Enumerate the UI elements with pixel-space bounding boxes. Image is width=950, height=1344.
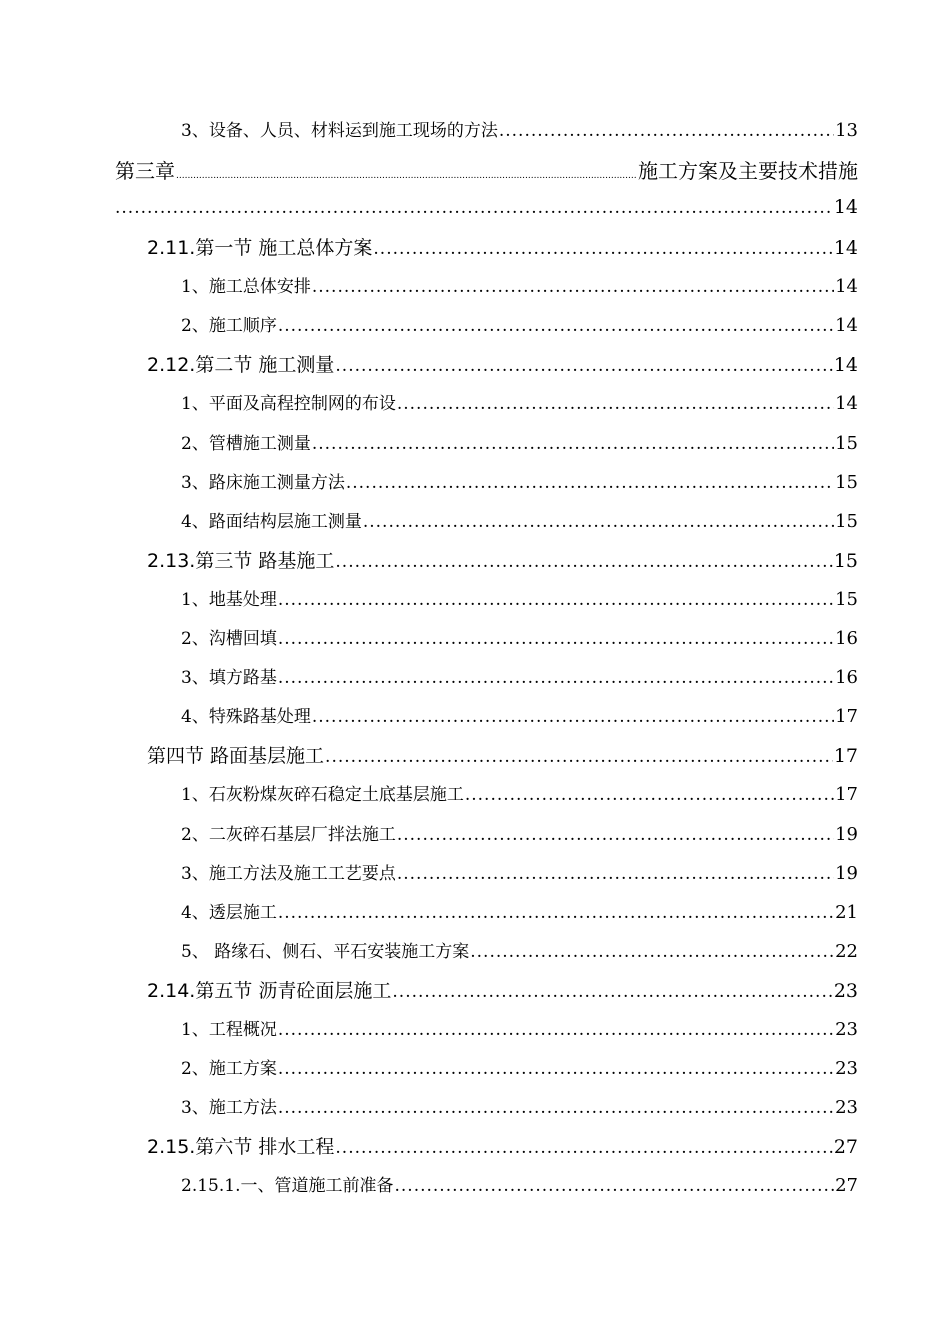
toc-entry[interactable] bbox=[181, 1015, 858, 1040]
dot-leader bbox=[373, 239, 832, 259]
toc-section-entry[interactable] bbox=[147, 546, 858, 573]
toc-page-number: 23 bbox=[835, 1097, 858, 1119]
toc-entry-text: 1、工程概况 bbox=[181, 1020, 277, 1040]
toc-chapter-entry[interactable] bbox=[115, 155, 858, 218]
toc-entry-text: 4、透层施工 bbox=[181, 902, 277, 923]
section-number: 2.15. bbox=[147, 1136, 196, 1159]
toc-entry-text: 2、沟槽回填 bbox=[181, 629, 277, 649]
toc-page-number: 14 bbox=[833, 237, 858, 259]
dot-leader bbox=[363, 512, 834, 532]
dot-leader bbox=[335, 552, 832, 572]
toc-entry-text: 1、地基处理 bbox=[181, 589, 277, 610]
toc-entry-text: 3、路床施工测量方法 bbox=[181, 472, 345, 493]
dot-leader bbox=[394, 1176, 834, 1196]
toc-entry-text: 第三节 路基施工 bbox=[195, 549, 335, 572]
toc-entry[interactable] bbox=[181, 937, 858, 962]
dot-leader bbox=[397, 394, 834, 414]
toc-entry-text: 4、路面结构层施工测量 bbox=[181, 511, 362, 532]
toc-entry-text: 一、管道施工前准备 bbox=[240, 1176, 394, 1197]
dot-leader bbox=[278, 629, 834, 649]
toc-entry-text: 3、填方路基 bbox=[181, 668, 277, 689]
dot-leader bbox=[278, 316, 834, 336]
toc-page-number: 14 bbox=[833, 354, 858, 377]
toc-entry[interactable] bbox=[181, 389, 858, 414]
section-number: 2.12. bbox=[147, 354, 196, 377]
chapter-title: 施工方案及主要技术措施 bbox=[638, 159, 858, 183]
section-number: 2.11. bbox=[147, 237, 196, 259]
toc-entry-text: 2、施工顺序 bbox=[181, 316, 277, 337]
dot-leader bbox=[335, 1138, 832, 1158]
dot-leader bbox=[278, 1059, 834, 1079]
chapter-label: 第三章 bbox=[115, 159, 175, 183]
toc-page-number: 23 bbox=[835, 1019, 858, 1040]
dot-leader bbox=[465, 785, 834, 805]
toc-page-number: 15 bbox=[835, 432, 858, 454]
toc-page-number: 19 bbox=[835, 862, 858, 884]
dot-leader bbox=[312, 277, 834, 297]
toc-entry[interactable] bbox=[181, 1171, 858, 1196]
dot-leader bbox=[312, 707, 834, 727]
toc-entry[interactable] bbox=[181, 820, 858, 845]
subsection-number: 2.15.1. bbox=[181, 1176, 241, 1197]
dot-leader bbox=[470, 942, 834, 962]
toc-entry-text: 2、二灰碎石基层厂拌法施工 bbox=[181, 824, 396, 845]
dot-leader bbox=[335, 356, 832, 376]
toc-section-entry[interactable] bbox=[147, 741, 858, 768]
toc-entry[interactable] bbox=[181, 507, 858, 532]
toc-entry-text: 3、施工方法及施工工艺要点 bbox=[181, 863, 396, 884]
toc-page-number: 13 bbox=[835, 120, 858, 141]
toc-page-number: 14 bbox=[835, 393, 858, 415]
toc-entry[interactable] bbox=[181, 272, 858, 297]
dot-leader bbox=[278, 1020, 834, 1040]
toc-page-number: 15 bbox=[835, 588, 858, 610]
toc-page-number: 19 bbox=[835, 823, 858, 845]
toc-entry-text: 3、施工方法 bbox=[181, 1098, 277, 1119]
toc-entry-text: 第五节 沥青砼面层施工 bbox=[195, 979, 392, 1002]
section-number: 2.14. bbox=[147, 979, 196, 1002]
dot-leader bbox=[325, 747, 833, 767]
toc-section-entry[interactable] bbox=[147, 350, 858, 377]
toc-entry-text: 1、平面及高程控制网的布设 bbox=[181, 394, 396, 415]
toc-entry[interactable] bbox=[181, 468, 858, 493]
toc-entry-text: 第一节 施工总体方案 bbox=[195, 237, 373, 259]
toc-page-number: 15 bbox=[833, 549, 858, 572]
dot-leader bbox=[115, 198, 833, 218]
toc-entry-text: 第四节 路面基层施工 bbox=[147, 745, 325, 768]
toc-entry[interactable] bbox=[181, 702, 858, 727]
toc-page-number: 14 bbox=[833, 196, 858, 218]
toc-page-number: 15 bbox=[835, 471, 858, 493]
toc-section-entry[interactable] bbox=[147, 976, 858, 1003]
toc-entry[interactable] bbox=[181, 311, 858, 336]
dot-leader bbox=[392, 982, 832, 1002]
toc-entry[interactable] bbox=[181, 116, 858, 141]
dot-leader bbox=[278, 903, 834, 923]
dot-leader bbox=[312, 434, 834, 454]
toc-page-number: 17 bbox=[835, 706, 858, 728]
dot-leader bbox=[346, 473, 834, 493]
toc-entry[interactable] bbox=[181, 1093, 858, 1118]
toc-entry[interactable] bbox=[181, 624, 858, 649]
toc-page-number: 16 bbox=[835, 628, 858, 649]
toc-page-number: 21 bbox=[835, 901, 858, 923]
toc-page-number: 17 bbox=[835, 784, 858, 806]
toc-page-number: 17 bbox=[833, 745, 858, 768]
toc-entry[interactable] bbox=[181, 585, 858, 610]
toc-entry-text: 第二节 施工测量 bbox=[195, 354, 335, 377]
toc-entry-text: 5、 路缘石、侧石、平石安装施工方案 bbox=[181, 941, 470, 962]
toc-section-entry[interactable] bbox=[147, 233, 858, 260]
toc-page-number: 23 bbox=[833, 979, 858, 1002]
toc-entry[interactable] bbox=[181, 898, 858, 923]
toc-page-number: 16 bbox=[835, 667, 858, 689]
toc-entry[interactable] bbox=[181, 780, 858, 805]
toc-page-number: 27 bbox=[835, 1175, 858, 1197]
toc-page-number: 22 bbox=[835, 940, 858, 962]
toc-entry-text: 2、施工方案 bbox=[181, 1059, 277, 1080]
toc-page-number: 15 bbox=[835, 510, 858, 532]
dot-leader bbox=[278, 1098, 834, 1118]
toc-section-entry[interactable] bbox=[147, 1132, 858, 1159]
toc-page-number: 14 bbox=[835, 315, 858, 337]
toc-page-number: 23 bbox=[835, 1058, 858, 1080]
toc-entry-text: 1、石灰粉煤灰碎石稳定土底基层施工 bbox=[181, 785, 464, 806]
toc-page-number: 27 bbox=[833, 1136, 858, 1159]
dot-leader bbox=[397, 864, 834, 884]
toc-entry-text: 1、施工总体安排 bbox=[181, 277, 311, 298]
toc-entry[interactable] bbox=[181, 859, 858, 884]
dot-leader bbox=[278, 668, 834, 688]
dot-leader bbox=[278, 590, 834, 610]
toc-entry[interactable] bbox=[181, 429, 858, 454]
toc-entry[interactable] bbox=[181, 663, 858, 688]
toc-entry-text: 3、设备、人员、材料运到施工现场的方法 bbox=[181, 121, 498, 141]
toc-entry-text: 4、特殊路基处理 bbox=[181, 707, 311, 728]
dot-leader bbox=[176, 171, 637, 181]
dot-leader bbox=[397, 825, 834, 845]
toc-entry[interactable] bbox=[181, 1054, 858, 1079]
toc-entry-text: 2、管槽施工测量 bbox=[181, 433, 311, 454]
dot-leader bbox=[499, 121, 834, 141]
toc-entry-text: 第六节 排水工程 bbox=[195, 1136, 335, 1159]
section-number: 2.13. bbox=[147, 549, 196, 572]
toc-page-number: 14 bbox=[835, 276, 858, 298]
